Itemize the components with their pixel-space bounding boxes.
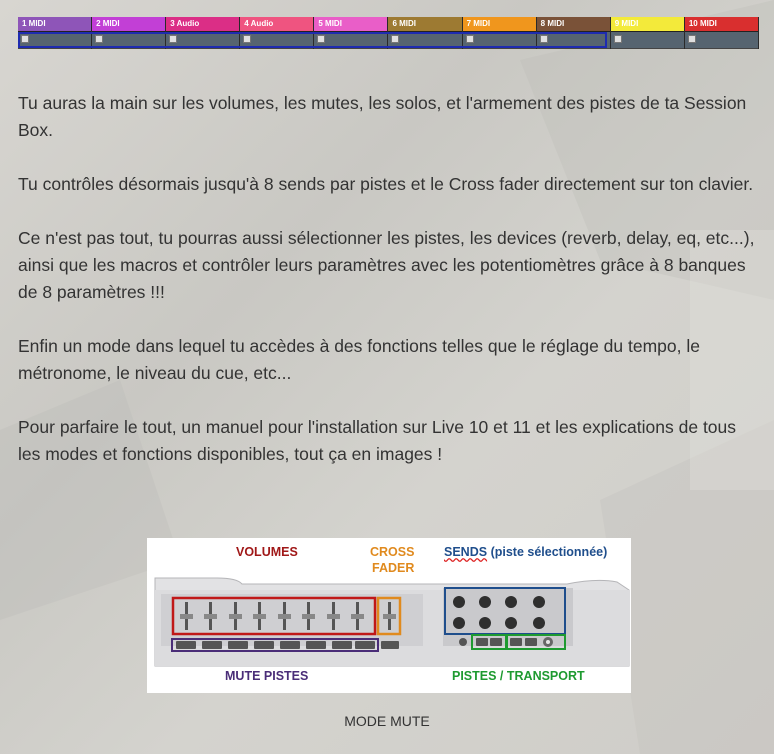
clip-slot[interactable] bbox=[92, 32, 165, 49]
clip-stop-icon[interactable] bbox=[540, 35, 548, 43]
mute-buttons bbox=[176, 641, 399, 649]
label-pistes-transport: PISTES / TRANSPORT bbox=[452, 669, 585, 683]
track-column[interactable] bbox=[611, 17, 685, 49]
clip-stop-icon[interactable] bbox=[169, 35, 177, 43]
clip-slot[interactable] bbox=[685, 32, 758, 49]
paragraph-sends: Tu contrôles désormais jusqu'à 8 sends par pistes et le Cross fader directement sur ton clavier. bbox=[18, 174, 754, 194]
description-text bbox=[18, 90, 760, 495]
clip-slot[interactable] bbox=[463, 32, 536, 49]
figure-caption: MODE MUTE bbox=[344, 713, 430, 729]
clip-stop-icon[interactable] bbox=[317, 35, 325, 43]
track-column[interactable] bbox=[463, 17, 537, 49]
label-volumes: VOLUMES bbox=[236, 545, 298, 559]
track-name[interactable]: 4 Audio bbox=[240, 17, 313, 32]
paragraph-mixer: Tu auras la main sur les volumes, les mutes, les solos, et l'armement des pistes de ta Session Box. bbox=[18, 93, 747, 140]
clip-slot[interactable] bbox=[166, 32, 239, 49]
track-name[interactable]: 6 MIDI bbox=[388, 17, 461, 32]
track-name[interactable]: 9 MIDI bbox=[611, 17, 684, 32]
label-sends-subtitle: (piste sélectionnée) bbox=[490, 545, 608, 559]
clip-slot[interactable] bbox=[537, 32, 610, 49]
track-column[interactable] bbox=[388, 17, 462, 49]
paragraph-manual: Pour parfaire le tout, un manuel pour l'installation sur Live 10 et 11 et les explications de tous les modes et fonctions disponibles, tout ça en images ! bbox=[18, 417, 737, 464]
label-mute-pistes: MUTE PISTES bbox=[225, 669, 309, 683]
track-column[interactable] bbox=[18, 17, 92, 49]
track-column[interactable] bbox=[314, 17, 388, 49]
track-name[interactable]: 2 MIDI bbox=[92, 17, 165, 32]
clip-slot[interactable] bbox=[388, 32, 461, 49]
track-column[interactable] bbox=[537, 17, 611, 49]
clip-stop-icon[interactable] bbox=[614, 35, 622, 43]
clip-stop-icon[interactable] bbox=[243, 35, 251, 43]
clip-stop-icon[interactable] bbox=[391, 35, 399, 43]
label-fader: FADER bbox=[372, 561, 415, 575]
label-cross: CROSS bbox=[370, 545, 415, 559]
track-name[interactable]: 7 MIDI bbox=[463, 17, 536, 32]
track-name[interactable]: 5 MIDI bbox=[314, 17, 387, 32]
paragraph-devices: Ce n'est pas tout, tu pourras aussi sélectionner les pistes, les devices (reverb, delay, eq, etc...), ainsi que les macros et contrôler leurs paramètres avec les potentiomètres grâce à 8 banques de 8 paramètres !!! bbox=[18, 228, 755, 302]
track-name[interactable]: 1 MIDI bbox=[18, 17, 91, 32]
track-column[interactable] bbox=[240, 17, 314, 49]
controller-diagram bbox=[147, 538, 631, 693]
clip-stop-icon[interactable] bbox=[95, 35, 103, 43]
paragraph-settings-mode: Enfin un mode dans lequel tu accèdes à des fonctions telles que le réglage du tempo, le métronome, le niveau du cue, etc... bbox=[18, 336, 700, 383]
label-sends-title: SENDS bbox=[444, 545, 488, 559]
track-name[interactable]: 3 Audio bbox=[166, 17, 239, 32]
session-box-track-strip bbox=[18, 17, 759, 49]
clip-stop-icon[interactable] bbox=[466, 35, 474, 43]
clip-slot[interactable] bbox=[240, 32, 313, 49]
clip-slot[interactable] bbox=[18, 32, 91, 49]
clip-slot[interactable] bbox=[611, 32, 684, 49]
track-name[interactable]: 8 MIDI bbox=[537, 17, 610, 32]
track-column[interactable] bbox=[166, 17, 240, 49]
track-column[interactable] bbox=[92, 17, 166, 49]
track-column[interactable] bbox=[685, 17, 759, 49]
track-name[interactable]: 10 MIDI bbox=[685, 17, 758, 32]
clip-stop-icon[interactable] bbox=[688, 35, 696, 43]
clip-slot[interactable] bbox=[314, 32, 387, 49]
clip-stop-icon[interactable] bbox=[21, 35, 29, 43]
